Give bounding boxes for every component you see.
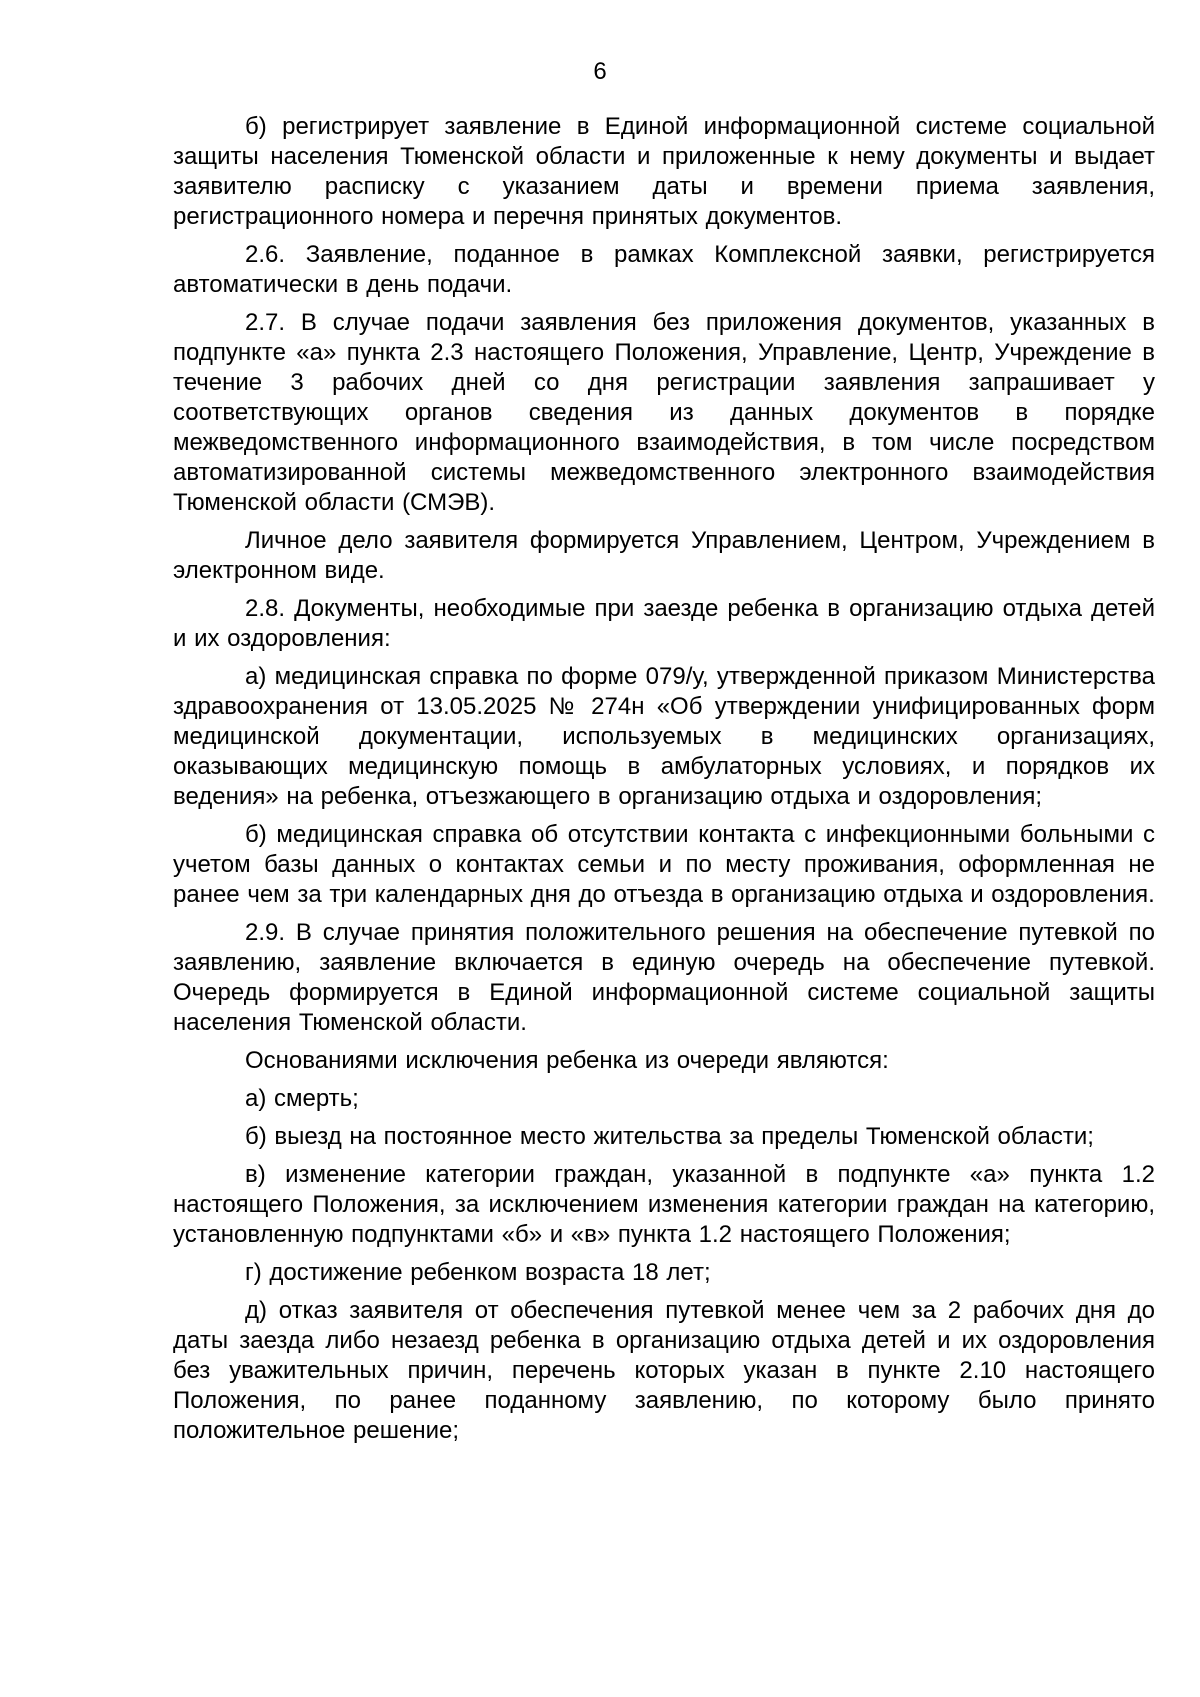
paragraph-2-8-a: а) медицинская справка по форме 079/у, утвержденной приказом Министерства здравоохранения от 13.05.2025 № 274н «Об утверждении унифицированных форм медицинской документации, используемых в медицинских организациях, оказывающих медицинскую помощь в амбулаторных условиях, и порядков их ведения» на ребенка, отъезжающего в организацию отдыха и оздоровления; [173, 663, 1155, 810]
paragraph-exclusion-b: б) выезд на постоянное место жительства за пределы Тюменской области; [245, 1123, 1094, 1150]
page-number: 6 [593, 58, 607, 85]
paragraph-exclusion-d: д) отказ заявителя от обеспечения путевкой менее чем за 2 рабочих дня до даты заезда либо незаезд ребенка в организацию отдыха детей и их оздоровления без уважительных причин, перечень которых указан в пункте 2.10 настоящего Положения, по ранее поданному заявлению, по которому было принято положительное решение; [173, 1297, 1155, 1444]
paragraph-exclusion-a: а) смерть; [245, 1085, 359, 1112]
paragraph-2-6: 2.6. Заявление, поданное в рамках Комплексной заявки, регистрируется автоматически в день подачи. [173, 241, 1155, 298]
paragraph-exclusion-grounds: Основаниями исключения ребенка из очереди являются: [245, 1047, 889, 1074]
paragraph-2-8: 2.8. Документы, необходимые при заезде ребенка в организацию отдыха детей и их оздоровления: [173, 595, 1155, 652]
paragraph-personal-file: Личное дело заявителя формируется Управлением, Центром, Учреждением в электронном виде. [173, 527, 1155, 584]
document-body [173, 112, 1155, 1454]
paragraph-exclusion-v: в) изменение категории граждан, указанной в подпункте «а» пункта 1.2 настоящего Положения, за исключением изменения категории граждан на категорию, установленную подпунктами «б» и «в» пункта 1.2 настоящего Положения; [173, 1161, 1155, 1248]
paragraph-2-5-b: б) регистрирует заявление в Единой информационной системе социальной защиты населения Тюменской области и приложенные к нему документы и выдает заявителю расписку с указанием даты и времени приема заявления, регистрационного номера и перечня принятых документов. [173, 113, 1155, 230]
paragraph-exclusion-g: г) достижение ребенком возраста 18 лет; [245, 1259, 711, 1286]
paragraph-2-8-b: б) медицинская справка об отсутствии контакта с инфекционными больными с учетом базы данных о контактах семьи и по месту проживания, оформленная не ранее чем за три календарных дня до отъезда в организацию отдыха и оздоровления. [173, 821, 1155, 908]
paragraph-2-7: 2.7. В случае подачи заявления без приложения документов, указанных в подпункте «а» пункта 2.3 настоящего Положения, Управление, Центр, Учреждение в течение 3 рабочих дней со дня регистрации заявления запрашивает у соответствующих органов сведения из данных документов в порядке межведомственного информационного взаимодействия, в том числе посредством автоматизированной системы межведомственного электронного взаимодействия Тюменской области (СМЭВ). [173, 309, 1155, 516]
paragraph-2-9: 2.9. В случае принятия положительного решения на обеспечение путевкой по заявлению, заявление включается в единую очередь на обеспечение путевкой. Очередь формируется в Единой информационной системе социальной защиты населения Тюменской области. [173, 919, 1155, 1036]
